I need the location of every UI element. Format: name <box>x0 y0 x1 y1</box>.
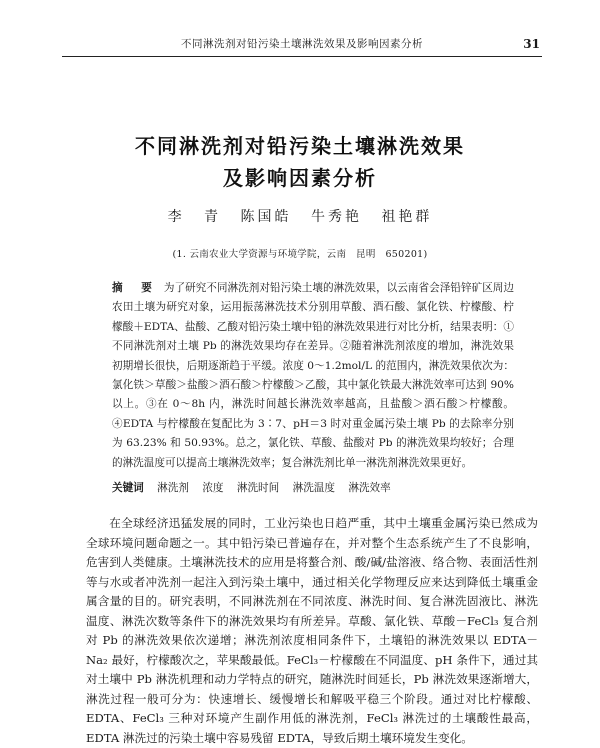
keywords-label: 关键词 <box>112 482 144 494</box>
author-list <box>60 206 540 226</box>
running-title: 不同淋洗剂对铅污染土壤淋洗效果及影响因素分析 <box>181 38 423 50</box>
keyword: 淋洗温度 <box>292 482 335 494</box>
keywords <box>112 479 514 497</box>
body-paragraph: 在全球经济迅猛发展的同时，工业污染也日趋严重，其中土壤重金属污染已然成为全球环境问题命题之一。其中铅污染已普遍存在，并对整个生态系统产生了不良影响，危害到人类健康。土壤淋洗技术的应用是将螯合剂、酸/碱/盐溶液、络合物、表面活性剂等与水或者冲洗剂一起注入到污染土壤中，通过相关化学物理反应来达到降低土壤重金属含量的目的。研究表明，不同淋洗剂在不同浓度、淋洗时间、复合淋洗固液比、淋洗温度、淋洗次数等条件下的淋洗效果均有所差异。草酸、氯化铁、草酸－FeCl₃ 复合剂对 Pb 的淋洗效果依次递增；淋洗剂浓度相同条件下，土壤铅的淋洗效果以 EDTA－Na₂ 最好，柠檬酸次之，苹果酸最低。FeCl₃－柠檬酸在不同温度、pH 条件下，通过其对土壤中 Pb 淋洗机理和动力学特点的研究，随淋洗时间延长，Pb 淋洗效果逐渐增大，淋洗过程一般可分为：快速增长、缓慢增长和解吸平稳三个阶段。通过对比柠檬酸、EDTA、FeCl₃ 三种对环境产生副作用低的淋洗剂，FeCl₃ 淋洗过的土壤酸性最高，EDTA 淋洗过的污染土壤中容易残留 EDTA，导致后期土壤环境发生变化。 <box>86 516 538 745</box>
keyword: 浓度 <box>202 482 224 494</box>
keyword: 淋洗效率 <box>348 482 391 494</box>
keyword: 淋洗剂 <box>157 482 189 494</box>
author-name: 李 青 <box>167 209 222 225</box>
author-name: 祖艳群 <box>381 209 433 225</box>
author-affiliation: (1. 云南农业大学资源与环境学院，云南 昆明 650201) <box>172 249 428 260</box>
abstract-label: 摘 要 <box>112 282 156 294</box>
page-number: 31 <box>523 37 540 51</box>
title-line-2: 及影响因素分析 <box>223 166 377 190</box>
abstract-text: 为了研究不同淋洗剂对铅污染土壤的淋洗效果，以云南省会泽铅锌矿区周边农田土壤为研究对象，运用振荡淋洗技术分别用草酸、酒石酸、氯化铁、柠檬酸、柠檬酸＋EDTA、盐酸、乙酸对铅污染土壤中铅的淋洗效果进行对比分析，结果表明：①不同淋洗剂对土壤 Pb 的淋洗效果均存在差异。②随着淋洗剂浓度的增加，淋洗效果初期增长很快，后期逐渐趋于平缓。浓度 0～1.2mol/L 的范围内，淋洗效果依次为：氯化铁＞草酸＞盐酸＞酒石酸＞柠檬酸＞乙酸，其中氯化铁最大淋洗效率可达到 90% 以上。③在 0～8h 内，淋洗时间越长淋洗效率越高，且盐酸＞酒石酸＞柠檬酸。④EDTA 与柠檬酸在复配比为 3∶7、pH＝3 时对重金属污染土壤 Pb 的去除率分别为 63.23% 和 50.93%。总之，氯化铁、草酸、盐酸对 Pb 的淋洗效果均较好；合理的淋洗温度可以提高土壤淋洗效率；复合淋洗剂比单一淋洗剂淋洗效果更好。 <box>112 282 515 469</box>
title-line-1: 不同淋洗剂对铅污染土壤淋洗效果 <box>135 134 465 158</box>
running-header <box>62 36 542 57</box>
article-title <box>60 130 540 194</box>
author-name: 陈国皓 <box>240 209 292 225</box>
author-name: 牛秀艳 <box>310 209 362 225</box>
abstract <box>112 279 514 473</box>
keyword: 淋洗时间 <box>236 482 280 494</box>
